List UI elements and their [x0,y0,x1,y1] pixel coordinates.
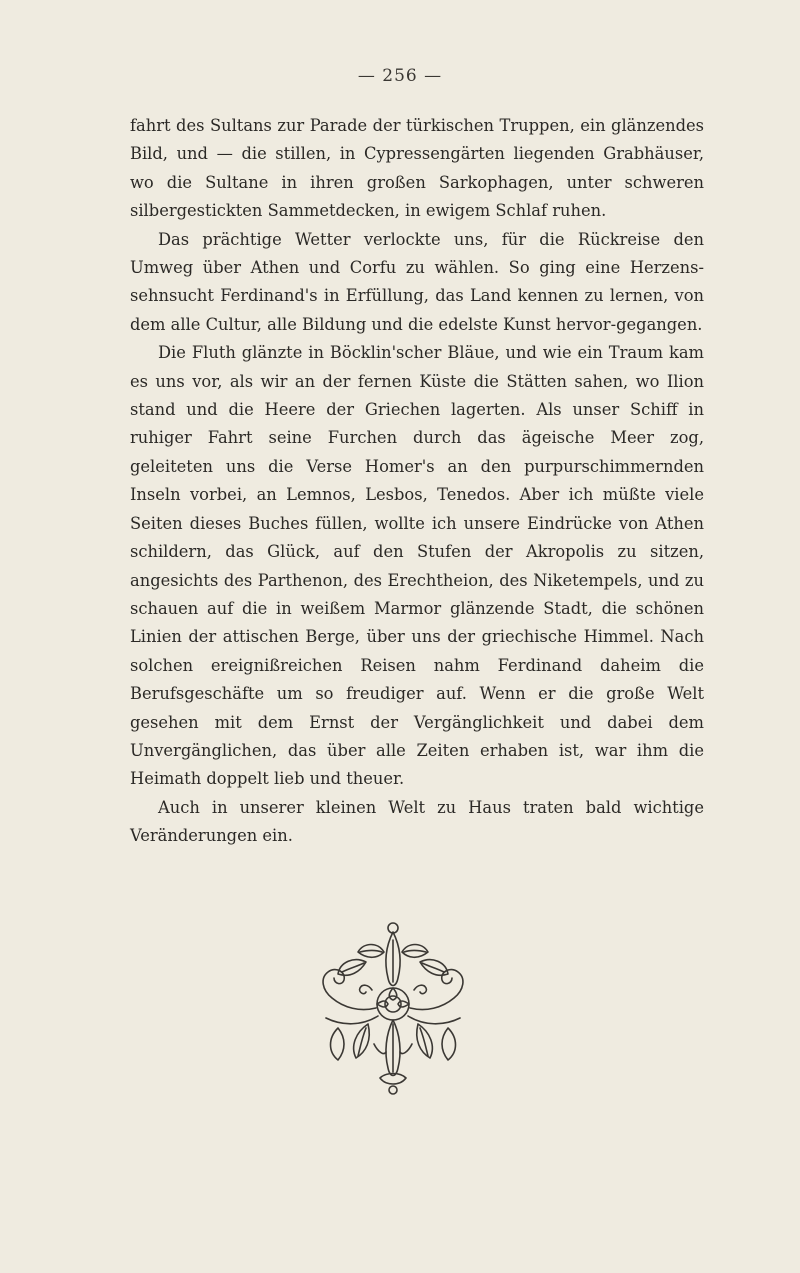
floral-vignette-icon [298,912,488,1102]
body-text [130,112,704,851]
paragraph-3: Die Fluth glänzte in Böcklin'scher Bläue, und wie ein Traum kam es uns vor, als wir an der fernen Küste die Stätten sahen, wo Ilion stand und die Heere der Griechen lagerten. Als unser Schiff in ruhiger Fahrt seine Furchen durch das ägeische Meer zog, geleiteten uns die Verse Homer's an den purpurschimmernden Inseln vorbei, an Lemnos, Lesbos, Tenedos. Aber ich müßte viele Seiten dieses Buches füllen, wollte ich unsere Eindrücke von Athen schildern, das Glück, auf den Stufen der Akropolis zu sitzen, angesichts des Parthenon, des Erechtheion, des Niketempels, und zu schauen auf die in weißem Marmor glänzende Stadt, die schönen Linien der attischen Berge, über uns der griechische Himmel. Nach solchen ereignißreichen Reisen nahm Ferdinand daheim die Berufsgeschäfte um so freudiger auf. Wenn er die große Welt gesehen mit dem Ernst der Vergänglichkeit und dabei dem Unvergänglichen, das über alle Zeiten erhaben ist, war ihm die Heimath doppelt lieb und theuer. [130,343,704,789]
paragraph-2: Das prächtige Wetter verlockte uns, für die Rückreise den Umweg über Athen und Corfu zu wählen. So ging eine Herzens-sehnsucht Ferdinand's in Erfüllung, das Land kennen zu lernen, von dem alle Cultur, alle Bildung und die edelste Kunst hervor-gegangen. [130,229,704,334]
paragraph-1: fahrt des Sultans zur Parade der türkischen Truppen, ein glänzendes Bild, und — die stillen, in Cypressengärten liegenden Grabhäuser, wo die Sultane in ihren großen Sarkophagen, unter schweren silbergestickten Sammetdecken, in ewigem Schlaf ruhen. [130,116,704,221]
page-number: — 256 — [357,66,443,86]
paragraph-4: Auch in unserer kleinen Welt zu Haus traten bald wichtige Veränderungen ein. [130,797,704,846]
